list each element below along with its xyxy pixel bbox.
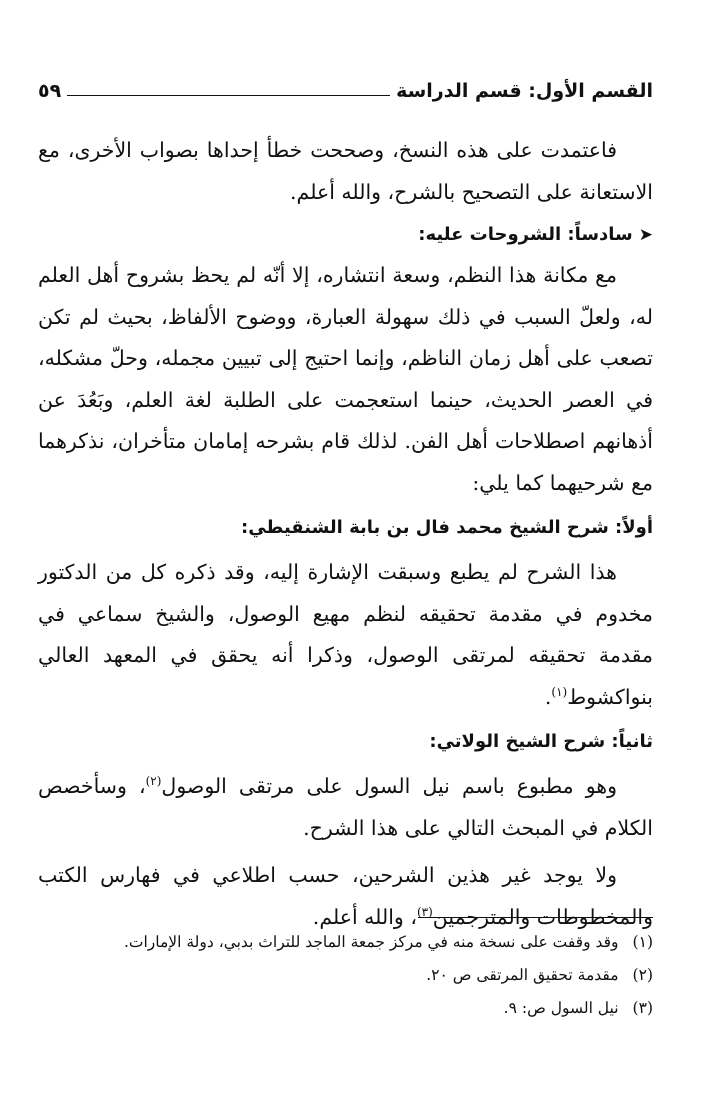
page-number: ٥٩ (38, 80, 62, 102)
footnote-ref-1[interactable]: (١) (551, 684, 568, 699)
header-title: القسم الأول: قسم الدراسة (396, 80, 653, 102)
footnote-ref-2[interactable]: (٢) (145, 774, 162, 789)
paragraph-text-cont: ، والله أعلم. (312, 904, 417, 929)
subheading-second-commentary: ثانياً: شرح الشيخ الولاتي: (429, 731, 653, 752)
footnote-number: (٣) (632, 999, 653, 1017)
paragraph-commentaries-intro: مع مكانة هذا النظم، وسعة انتشاره، إلا أنّه لم يحظ بشروح أهل العلم له، ولعلّ السبب في ذلك سهولة العبارة، ووضوح الألفاظ، بحيث لم تكن تصعب على أهل زمان الناظم، وإنما احتيج إلى تبيين مجمله، وحلّ مشكله، في العصر الحديث، حينما استعجمت على الطلبة لغة العلم، وبَعُدَ عن أذهانهم اصطلاحات أهل الفن. لذلك قام بشرحه إمامان متأخران، نذكرهما مع شرحيهما كما يلي: (38, 263, 653, 495)
footnote-text: مقدمة تحقيق المرتقى ص ٢٠. (426, 966, 619, 984)
footnote-separator (418, 917, 653, 918)
paragraph-sources: فاعتمدت على هذه النسخ، وصححت خطأ إحداها بصواب الأخرى، مع الاستعانة على التصحيح بالشرح، والله أعلم. (38, 138, 653, 204)
footnote-number: (٢) (632, 966, 653, 984)
arrow-icon: ➤ (638, 225, 653, 245)
footnotes (38, 926, 653, 1025)
section-heading-commentaries (38, 217, 653, 253)
footnote-2 (38, 959, 653, 992)
footnote-3 (38, 992, 653, 1025)
paragraph-text: ولا يوجد غير هذين الشرحين، حسب اطلاعي في فهارس الكتب والمخطوطات والمترجمين (38, 863, 653, 929)
paragraph-first-commentary (38, 552, 653, 718)
footnote-number: (١) (632, 933, 653, 951)
running-header (38, 72, 653, 102)
heading-text: سادساً: الشروحات عليه: (418, 224, 633, 245)
paragraph-text: وهو مطبوع باسم نيل السول على مرتقى الوصول (161, 774, 617, 798)
header-rule (67, 95, 390, 96)
paragraph-end: . (544, 684, 552, 709)
paragraph-text-cont: ، وسأخصص الكلام في المبحث التالي على هذا الشرح. (38, 774, 653, 840)
footnote-1 (38, 926, 653, 959)
main-text (38, 130, 653, 938)
paragraph-second-commentary (38, 766, 653, 849)
footnote-text: نيل السول ص: ٩. (503, 999, 619, 1017)
paragraph-text: هذا الشرح لم يطبع وسبقت الإشارة إليه، وقد ذكره كل من الدكتور مخدوم في مقدمة تحقيقه لنظم مهيع الوصول، والشيخ سماعي في مقدمة تحقيقه لمرتقى الوصول، وذكرا أنه يحقق في المعهد العالي بنواكشوط (38, 560, 653, 709)
footnote-ref-3[interactable]: (٣) (416, 904, 433, 919)
footnote-text: وقد وقفت على نسخة منه في مركز جمعة الماجد للتراث بدبي، دولة الإمارات. (123, 933, 619, 951)
subheading-first-commentary: أولاً: شرح الشيخ محمد فال بن بابة الشنقيطي: (241, 517, 653, 538)
